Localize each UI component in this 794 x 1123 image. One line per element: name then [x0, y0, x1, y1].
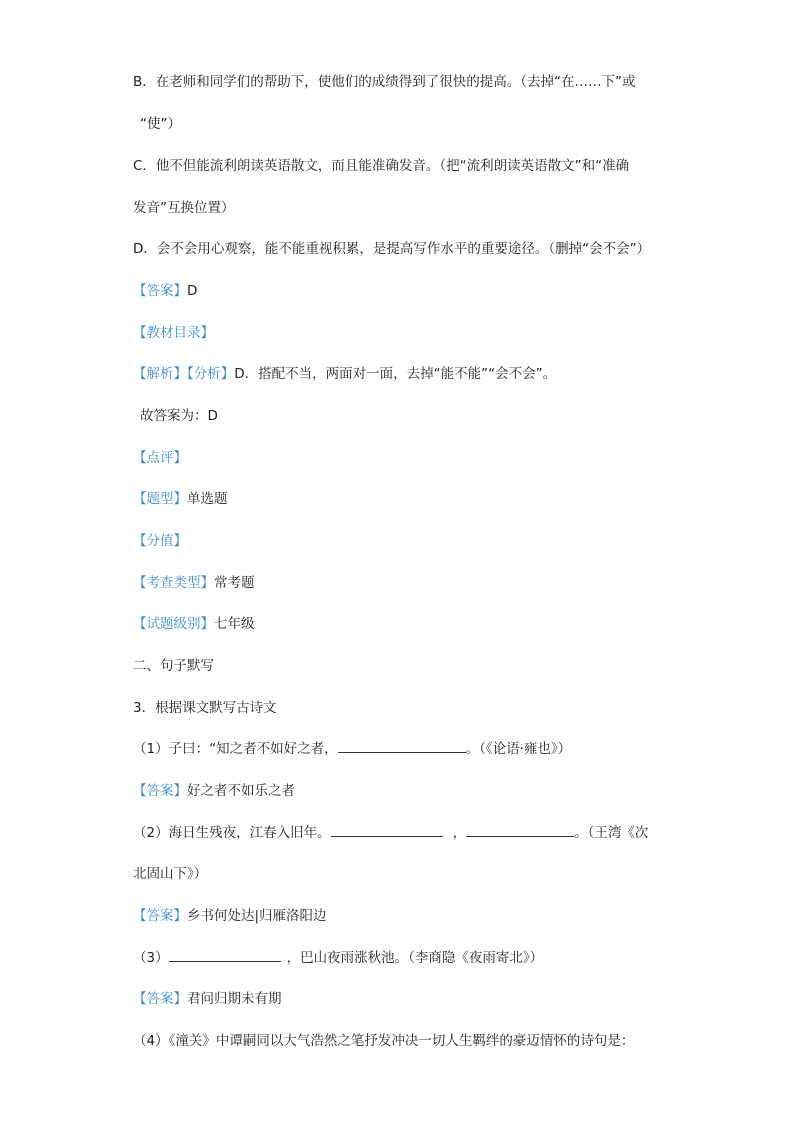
- answer-value: D: [187, 283, 198, 299]
- question-3-title: 3．根据课文默写古诗文: [133, 700, 277, 716]
- question-type-value: 单选题: [187, 491, 228, 507]
- question-3-2-text: （2）海日生残夜，江春入旧年。: [133, 825, 331, 841]
- exam-type-value: 常考题: [214, 575, 255, 591]
- question-3-3-text: ，巴山夜雨涨秋池。（李商隐《夜雨寄北》）: [286, 950, 544, 966]
- exam-type-line: [133, 574, 255, 592]
- final-answer-line: 故答案为：D: [140, 408, 218, 424]
- question-3-3-num: （3）: [133, 950, 169, 966]
- exam-type-tag: 【考查类型】: [133, 575, 214, 591]
- answer-value: 君问归期未有期: [187, 991, 282, 1007]
- fill-blank[interactable]: [338, 740, 466, 753]
- answer-tag: 【答案】: [133, 908, 187, 924]
- fill-blank[interactable]: [331, 824, 443, 837]
- question-3-2: [133, 824, 648, 842]
- question-3-1-text: （1）子曰：“知之者不如好之者，: [133, 741, 338, 757]
- comment-tag: 【点评】: [133, 450, 187, 466]
- answer-line-2: [133, 782, 295, 800]
- fill-blank[interactable]: [466, 824, 574, 837]
- question-3-4: （4）《潼关》中谭嗣同以大气浩然之笔抒发冲决一切人生羁绊的豪迈情怀的诗句是：: [133, 1033, 635, 1049]
- question-3-2-comma: ，: [452, 825, 467, 841]
- comment-line: [133, 449, 187, 467]
- question-type-tag: 【题型】: [133, 491, 187, 507]
- analysis-line: [133, 365, 556, 383]
- catalog-tag: 【教材目录】: [133, 325, 214, 341]
- option-c-line-1: C．他不但能流利朗读英语散文，而且能准确发音。（把“流利朗读英语散文”和“准确: [133, 158, 630, 174]
- option-c-line-2: 发音”互换位置）: [133, 200, 235, 216]
- answer-tag: 【答案】: [133, 991, 187, 1007]
- score-tag: 【分值】: [133, 533, 187, 549]
- answer-value: 乡书何处达|归雁洛阳边: [187, 908, 327, 924]
- catalog-line: [133, 324, 214, 342]
- answer-tag: 【答案】: [133, 283, 187, 299]
- level-tag: 【试题级别】: [133, 616, 214, 632]
- level-value: 七年级: [214, 616, 255, 632]
- option-d-line: D．会不会用心观察，能不能重视积累，是提高写作水平的重要途径。（删掉“会不会”）: [133, 241, 651, 257]
- question-3-2-cont: 北固山下》）: [133, 866, 208, 882]
- score-line: [133, 532, 187, 550]
- section-title: 二、句子默写: [133, 658, 214, 674]
- answer-line-4: [133, 990, 282, 1008]
- question-type-line: [133, 490, 228, 508]
- question-3-2-source: 。（王湾《次: [574, 825, 649, 841]
- option-b-line-1: B．在老师和同学们的帮助下，使他们的成绩得到了很快的提高。（去掉“在……下”或: [133, 74, 636, 90]
- analysis-tag: 【解析】【分析】: [133, 366, 235, 382]
- question-3-1-source: 。（《论语·雍也》）: [465, 741, 572, 757]
- analysis-text: D．搭配不当，两面对一面，去掉“能不能”“会不会”。: [234, 366, 557, 382]
- level-line: [133, 615, 255, 633]
- fill-blank[interactable]: [169, 949, 281, 962]
- question-3-1: [133, 740, 571, 758]
- answer-value: 好之者不如乐之者: [187, 783, 295, 799]
- answer-line-3: [133, 907, 327, 925]
- answer-line-1: [133, 282, 197, 300]
- question-3-3: [133, 949, 543, 967]
- answer-tag: 【答案】: [133, 783, 187, 799]
- option-b-line-2: “使”）: [140, 116, 181, 132]
